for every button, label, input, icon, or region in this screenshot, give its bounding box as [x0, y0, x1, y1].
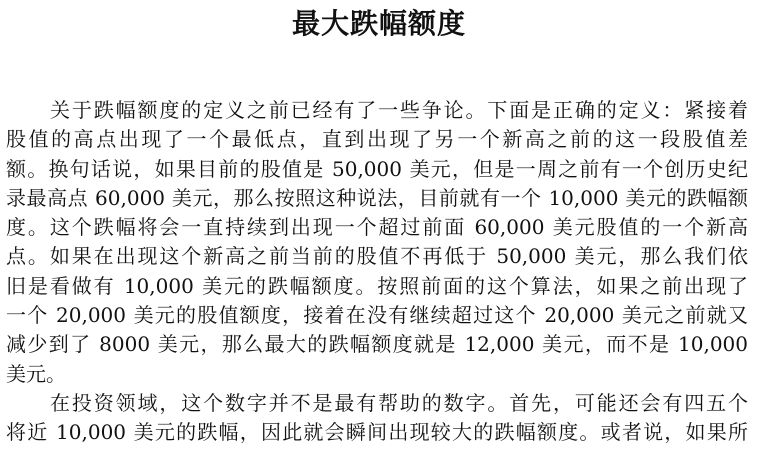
text-line: 将近 10,000 美元的跌幅，因此就会瞬间出现较大的跌幅额度。或者说，如果所	[6, 420, 748, 445]
text-line: 额。换句话说，如果目前的股值是 50,000 美元，但是一周之前有一个创历史纪	[6, 156, 748, 181]
text-line: 点。如果在出现这个新高之前当前的股值不再低于 50,000 美元，那么我们依	[6, 244, 748, 269]
text-line: 减少到了 8000 美元，那么最大的跌幅额度就是 12,000 美元，而不是 10,000	[6, 332, 748, 357]
text-line: 美元。	[6, 361, 66, 386]
text-line: 关于跌幅额度的定义之前已经有了一些争论。下面是正确的定义：紧接着	[50, 98, 748, 122]
text-line: 旧是看做有 10,000 美元的跌幅额度。按照前面的这个算法，如果之前出现了	[6, 273, 748, 298]
text-line: 股值的高点出现了一个最低点，直到出现了另一个新高之前的这一段股值差	[6, 127, 748, 152]
text-line: 在投资领域，这个数字并不是最有帮助的数字。首先，可能还会有四五个	[50, 390, 748, 415]
text-line: 录最高点 60,000 美元，那么按照这种说法，目前就有一个 10,000 美元的跌幅额	[6, 185, 748, 210]
text-line: 度。这个跌幅将会一直持续到出现一个超过前面 60,000 美元股值的一个新高	[6, 215, 748, 240]
body-text	[6, 96, 748, 448]
page-title: 最大跌幅额度	[291, 7, 466, 40]
text-line: 一个 20,000 美元的股值额度，接着在没有继续超过这个 20,000 美元之前就又	[6, 303, 748, 328]
